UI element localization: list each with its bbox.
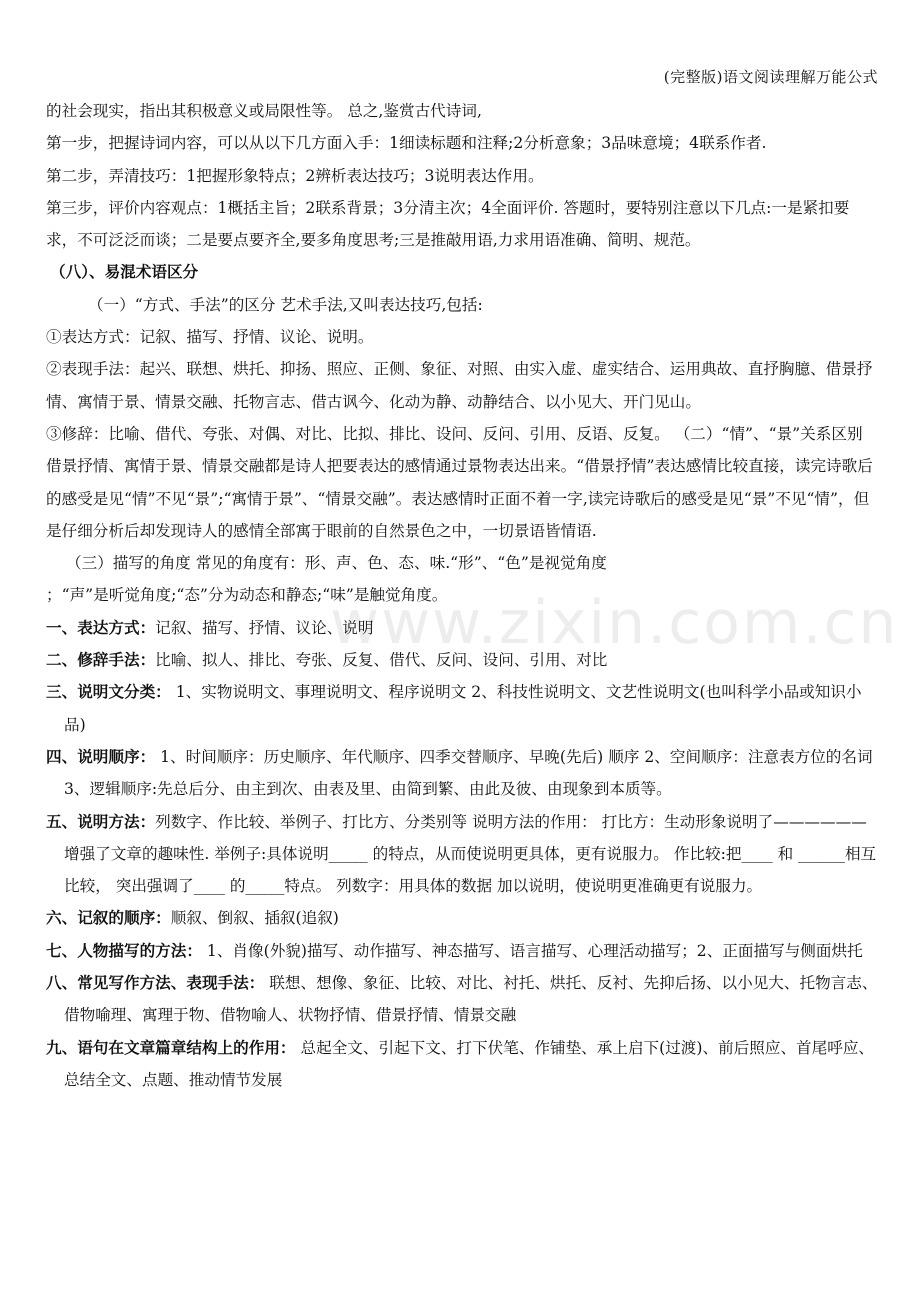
- section-rhetoric-techniques: [46, 644, 880, 676]
- section-text: 1、时间顺序：历史顺序、年代顺序、四季交替顺序、早晚(先后) 顺序 2、空间顺序：注意表方位的名词 3、逻辑顺序:先总后分、由主到次、由表及里、由简到繁、由此及彼、由现象到本质等。: [64, 747, 873, 799]
- section-label: 五、说明方法：: [46, 812, 156, 831]
- section-label: 九、语句在文章篇章结构上的作用：: [46, 1038, 296, 1057]
- subsection-description-angle-cont: ；“声”是听觉角度;“态”分为动态和静态;“味”是触觉角度。: [46, 586, 448, 605]
- section-label: 七、人物描写的方法：: [46, 941, 202, 960]
- section-text: 1、实物说明文、事理说明文、程序说明文 2、科技性说明文、文艺性说明文(也叫科学小品或知识小品): [64, 683, 862, 734]
- section-text: 1、肖像(外貌)描写、动作描写、神态描写、语言描写、心理活动描写；2、正面描写与侧面烘托: [201, 941, 863, 960]
- section-text: 总起全文、引起下文、打下伏笔、作铺垫、承上启下(过渡)、前后照应、首尾呼应、总结全文、点题、推动情节发展: [64, 1038, 875, 1089]
- subsection-description-angle: （三）描写的角度 常见的角度有：形、声、色、态、味.“形”、“色”是视觉角度: [66, 554, 607, 573]
- paragraph-summary: 的社会现实，指出其积极意义或局限性等。 总之,鉴赏古代诗词,: [46, 102, 482, 120]
- section-text: 顺叙、倒叙、插叙(追叙): [170, 909, 339, 928]
- section-expression-methods: [46, 612, 880, 644]
- list-item-rhetoric: ③修辞：比喻、借代、夸张、对偶、对比、比拟、排比、设问、反问、引用、反语、反复。 （二）“情”、“景”关系区别 借景抒情、寓情于景、情景交融都是诗人把要表达的感情通过景物表达出来。“借景抒情”表达感情比较直接，读完诗歌后的感受是见“情”不见“景”;“寓情于景”、“情景交融”。表达感情时正面不着一字,读完诗歌后的感受是见“景”不见“情”，但是仔细分析后却发现诗人的感情全部寓于眼前的自然景色之中，一切景语皆情语.: [46, 424, 873, 540]
- list-item-technique: ②表现手法：起兴、联想、烘托、抑扬、照应、正侧、象征、对照、由实入虚、虚实结合、运用典故、直抒胸臆、借景抒情、寓情于景、情景交融、托物言志、借古讽今、化动为静、动静结合、以小见大、开门见山。: [46, 360, 873, 411]
- section-explanation-methods: [46, 806, 880, 903]
- section-label: 四、说明顺序：: [46, 747, 156, 766]
- section-label: 三、说明文分类：: [46, 683, 171, 702]
- section-label: 六、记叙的顺序：: [46, 909, 171, 928]
- subsection-method-technique: （一）“方式、手法”的区分 艺术手法,又叫表达技巧,包括:: [88, 295, 483, 314]
- section-text: 联想、想像、象征、比较、对比、衬托、烘托、反衬、先抑后扬、以小见大、托物言志、借物喻理、寓理于物、借物喻人、状物抒情、借景抒情、情景交融: [64, 974, 878, 1025]
- document-body: [46, 95, 880, 1096]
- paragraph-step-one: 第一步，把握诗词内容，可以从以下几方面入手：1细读标题和注释;2分析意象；3品味意境；4联系作者.: [46, 134, 767, 153]
- section-writing-methods: [46, 967, 880, 1032]
- page-header-title: (完整版)语文阅读理解万能公式: [663, 68, 878, 86]
- watermark: www.zixin.com.cn: [330, 588, 899, 658]
- section-narrative-order: [46, 902, 880, 934]
- paragraph-step-two: 第二步，弄清技巧：1把握形象特点；2辨析表达技巧；3说明表达作用。: [46, 166, 544, 185]
- section-sentence-function: [46, 1032, 880, 1097]
- list-item-expression: ①表达方式：记叙、描写、抒情、议论、说明。: [46, 328, 374, 347]
- section-text: 比喻、拟人、排比、夸张、反复、借代、反问、设问、引用、对比: [155, 651, 608, 670]
- section-label: 二、修辞手法：: [46, 651, 156, 670]
- section-eight-heading: （八）、易混术语区分: [50, 263, 199, 282]
- section-explanation-order: [46, 741, 880, 806]
- section-text: 列数字、作比较、举例子、打比方、分类别等 说明方法的作用： 打比方：生动形象说明了—————— 增强了文章的趣味性. 举例子:具体说明_____ 的特点，从而使说明更具体，更有说服力。 作比较:把____ 和 ______相互比较， 突出强调了____ 的_____特点。 列数字：用具体的数据 加以说明，使说明更准确更有说服力。: [64, 812, 877, 896]
- section-expository-types: [46, 676, 880, 741]
- section-label: 八、常见写作方法、表现手法：: [46, 974, 265, 993]
- paragraph-step-three: 第三步，评价内容观点：1概括主旨；2联系背景；3分清主次；4全面评价. 答题时，要特别注意以下几点:一是紧扣要求，不可泛泛而谈；二是要点要齐全,要多角度思考;三是推敲用语,力求用语准确、简明、规范。: [46, 198, 850, 250]
- section-character-description: [46, 935, 880, 967]
- section-text: 记叙、描写、抒情、议论、说明: [155, 618, 374, 637]
- section-label: 一、表达方式：: [46, 618, 156, 637]
